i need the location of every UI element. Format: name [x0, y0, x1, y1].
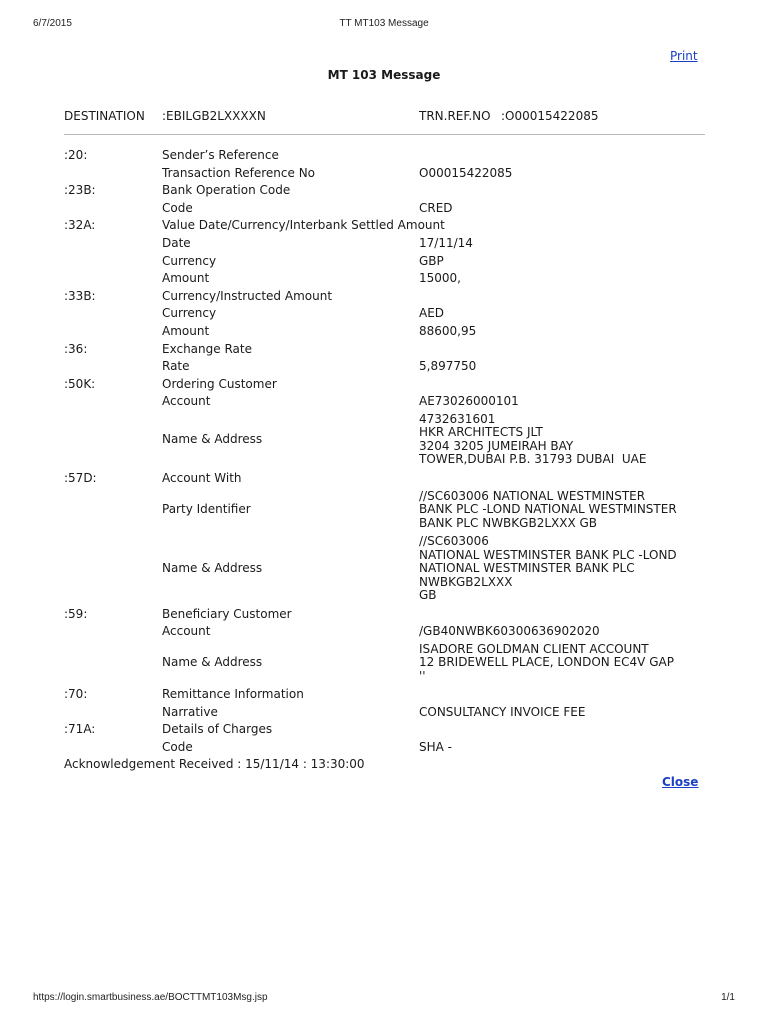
- destination-label: DESTINATION: [64, 109, 145, 123]
- field-row: [0, 360, 768, 378]
- field-value-line: SHA -: [419, 739, 452, 754]
- trn-ref-value: :O00015422085: [501, 109, 599, 123]
- field-row: [0, 307, 768, 325]
- header-divider: [64, 134, 705, 135]
- field-value-line: GBP: [419, 253, 444, 268]
- field-label: Account: [162, 624, 211, 639]
- field-value-line: 88600,95: [419, 323, 477, 338]
- field-row: [0, 608, 768, 626]
- field-tag: :20:: [64, 148, 88, 162]
- field-label: Amount: [162, 271, 210, 286]
- field-label: Value Date/Currency/Interbank Settled Amount: [162, 218, 445, 233]
- field-value: [419, 535, 677, 603]
- field-label: Exchange Rate: [162, 341, 252, 356]
- field-tag: :32A:: [64, 218, 96, 233]
- close-link[interactable]: Close: [662, 775, 699, 789]
- field-row: [0, 202, 768, 220]
- field-value-line: AED: [419, 306, 445, 321]
- field-value: [419, 272, 461, 286]
- page-title: MT 103 Message: [327, 68, 441, 82]
- field-value-line: 3204 3205 JUMEIRAH BAY: [419, 438, 574, 453]
- field-row: [0, 167, 768, 185]
- field-value-line: '': [419, 668, 426, 683]
- field-value-line: ISADORE GOLDMAN CLIENT ACCOUNT: [419, 641, 649, 656]
- field-label: Rate: [162, 359, 190, 374]
- field-label: Currency/Instructed Amount: [162, 288, 333, 303]
- field-row: [0, 625, 768, 643]
- field-label: Account With: [162, 470, 242, 485]
- field-value-line: BANK PLC NWBKGB2LXXX GB: [419, 515, 598, 530]
- field-value-line: GB: [419, 588, 437, 602]
- field-tag: :33B:: [64, 288, 96, 303]
- field-value: [419, 413, 646, 467]
- field-value: [419, 255, 444, 269]
- print-link[interactable]: Print: [670, 49, 698, 63]
- acknowledgement-text: Acknowledgement Received : 15/11/14 : 13:30:00: [64, 757, 365, 771]
- field-label: Code: [162, 739, 193, 754]
- field-row: [0, 413, 768, 472]
- field-row: [0, 378, 768, 396]
- field-label: Narrative: [162, 704, 218, 719]
- field-label: Amount: [162, 323, 210, 338]
- field-label: Currency: [162, 253, 217, 268]
- field-value-line: NATIONAL WESTMINSTER BANK PLC -LOND: [419, 547, 677, 562]
- field-row: [0, 325, 768, 343]
- field-value-line: TOWER,DUBAI P.B. 31793 DUBAI UAE: [419, 452, 647, 467]
- field-row: [0, 219, 768, 237]
- field-label: Details of Charges: [162, 722, 273, 737]
- field-row: [0, 255, 768, 273]
- field-row: [0, 643, 768, 689]
- field-value-line: 12 BRIDEWELL PLACE, LONDON EC4V GAP: [419, 655, 674, 670]
- field-label: Sender’s Reference: [162, 148, 279, 162]
- field-label: Party Identifier: [162, 502, 251, 516]
- field-row: [0, 395, 768, 413]
- field-row: [0, 723, 768, 741]
- field-value-line: NATIONAL WESTMINSTER BANK PLC: [419, 561, 635, 575]
- field-row: [0, 149, 768, 167]
- field-value-line: 15000,: [419, 271, 461, 286]
- field-tag: :57D:: [64, 470, 97, 485]
- field-tag: :71A:: [64, 722, 96, 737]
- field-value: [419, 706, 585, 720]
- field-row: [0, 290, 768, 308]
- field-row: [0, 343, 768, 361]
- field-label: Beneficiary Customer: [162, 606, 292, 621]
- field-row: [0, 272, 768, 290]
- field-value: [419, 202, 453, 216]
- field-value: [419, 307, 444, 321]
- field-value-line: HKR ARCHITECTS JLT: [419, 425, 543, 440]
- field-value-line: 17/11/14: [419, 235, 473, 250]
- field-row: [0, 535, 768, 608]
- field-label: Transaction Reference No: [162, 165, 316, 180]
- print-date: 6/7/2015: [33, 18, 72, 29]
- field-label: Name & Address: [162, 432, 263, 447]
- print-page-number: 1/1: [721, 992, 735, 1003]
- trn-ref-label: TRN.REF.NO: [419, 109, 491, 123]
- field-tag: :50K:: [64, 376, 96, 391]
- field-row: [0, 741, 768, 759]
- field-value-line: CRED: [419, 200, 453, 215]
- field-value-line: NWBKGB2LXXX: [419, 574, 513, 589]
- field-value: [419, 325, 476, 339]
- field-row: [0, 472, 768, 490]
- field-label: Name & Address: [162, 561, 263, 575]
- destination-value: :EBILGB2LXXXXN: [162, 109, 266, 123]
- field-tag: :36:: [64, 341, 88, 356]
- field-row: [0, 706, 768, 724]
- field-row: [0, 688, 768, 706]
- print-document-title: TT MT103 Message: [339, 18, 429, 29]
- message-fields: [0, 149, 768, 759]
- field-value-line: //SC603006 NATIONAL WESTMINSTER: [419, 488, 646, 503]
- field-value: [419, 395, 519, 409]
- field-value: [419, 490, 677, 531]
- field-tag: :23B:: [64, 183, 96, 198]
- field-label: Name & Address: [162, 655, 263, 670]
- field-label: Date: [162, 235, 191, 250]
- field-value-line: CONSULTANCY INVOICE FEE: [419, 704, 586, 719]
- field-row: [0, 490, 768, 536]
- field-tag: :59:: [64, 606, 88, 621]
- field-label: Code: [162, 200, 193, 215]
- field-value-line: /GB40NWBK60300636902020: [419, 624, 600, 639]
- field-label: Currency: [162, 306, 217, 321]
- field-label: Bank Operation Code: [162, 183, 291, 198]
- field-value-line: AE73026000101: [419, 394, 519, 409]
- field-value-line: 4732631601: [419, 411, 496, 426]
- field-value-line: BANK PLC -LOND NATIONAL WESTMINSTER: [419, 502, 677, 516]
- field-row: [0, 184, 768, 202]
- field-value: [419, 643, 674, 684]
- field-value: [419, 167, 512, 181]
- field-value-line: //SC603006: [419, 534, 489, 548]
- field-value: [419, 360, 476, 374]
- field-value: [419, 625, 600, 639]
- print-url: https://login.smartbusiness.ae/BOCTTMT103Msg.jsp: [33, 992, 268, 1003]
- field-value-line: O00015422085: [419, 165, 513, 180]
- field-row: [0, 237, 768, 255]
- field-tag: :70:: [64, 687, 88, 702]
- field-label: Account: [162, 394, 211, 409]
- field-value: [419, 741, 452, 755]
- field-label: Ordering Customer: [162, 376, 277, 391]
- field-value: [419, 237, 473, 251]
- field-label: Remittance Information: [162, 687, 304, 702]
- field-value-line: 5,897750: [419, 359, 477, 374]
